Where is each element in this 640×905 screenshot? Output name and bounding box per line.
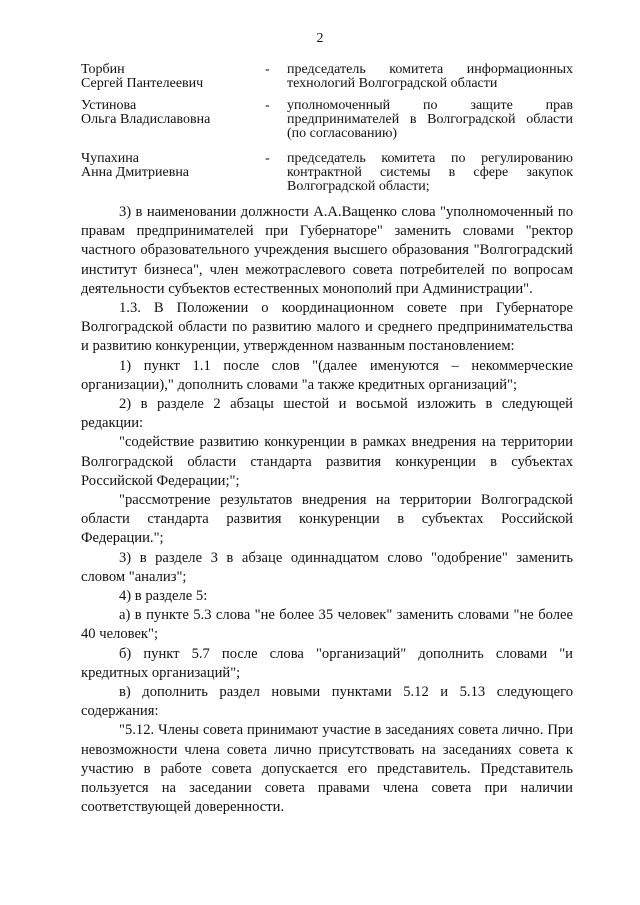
paragraph: "содействие развитию конкуренции в рамках внедрения на территории Волгоградской области стандарта развития конкуренции в субъектах Российской Федерации;"; xyxy=(81,434,573,489)
member-dash: - xyxy=(265,62,270,77)
paragraph: 2) в разделе 2 абзацы шестой и восьмой изложить в следующей редакции: xyxy=(81,396,573,432)
paragraph: "5.12. Члены совета принимают участие в заседаниях совета лично. При невозможности члена совета лично присутствовать на заседаниях совета к участию в работе совета допускается его представитель. Представитель пользуется на заседании совета правами члена совета при наличии соответствующей доверенности. xyxy=(81,722,573,816)
paragraph: а) в пункте 5.3 слова "не более 35 человек" заменить словами "не более 40 человек"; xyxy=(81,607,573,643)
paragraph: б) пункт 5.7 после слова "организаций" дополнить словами "и кредитных организаций"; xyxy=(81,645,573,681)
member-dash: - xyxy=(265,151,270,166)
member-position: председатель комитета по регулированию контрактной системы в сфере закупок Волгоградской области; xyxy=(287,151,573,194)
paragraph: в) дополнить раздел новыми пунктами 5.12 и 5.13 следующего содержания: xyxy=(81,684,573,720)
paragraph: 1.3. В Положении о координационном совете при Губернаторе Волгоградской области по развитию малого и среднего предпринимательства и развитию конкуренции, утвержденном названным постановлением: xyxy=(81,300,573,355)
member-name: Чупахина Анна Дмитриевна xyxy=(81,151,190,180)
member-dash: - xyxy=(265,98,270,113)
paragraph: "рассмотрение результатов внедрения на территории Волгоградской области стандарта развития конкуренции в субъектах Российской Федерации."; xyxy=(81,492,573,547)
paragraph: 3) в разделе 3 в абзаце одиннадцатом слово "одобрение" заменить словом "анализ"; xyxy=(81,549,573,585)
member-position: уполномоченный по защите прав предпринимателей в Волгоградской области (по согласованию) xyxy=(287,98,573,141)
member-position: председатель комитета информационных технологий Волгоградской области xyxy=(287,62,573,91)
member-name: Торбин Сергей Пантелеевич xyxy=(81,62,204,91)
paragraph: 4) в разделе 5: xyxy=(119,588,208,605)
paragraph: 1) пункт 1.1 после слов "(далее именуются – некоммерческие организации)," дополнить словами "а также кредитных организаций"; xyxy=(81,357,573,393)
page-number: 2 xyxy=(316,31,324,46)
paragraph: 3) в наименовании должности А.А.Ващенко слова "уполномоченный по правам предпринимателей при Губернаторе" заменить словами "ректор частного образовательного учреждения высшего образования "Волгоградский институт бизнеса", член межотраслевого совета потребителей по вопросам деятельности субъектов естественных монополий при Администрации". xyxy=(81,204,573,297)
member-name: Устинова Ольга Владиславовна xyxy=(81,98,211,127)
document-body xyxy=(81,203,573,818)
